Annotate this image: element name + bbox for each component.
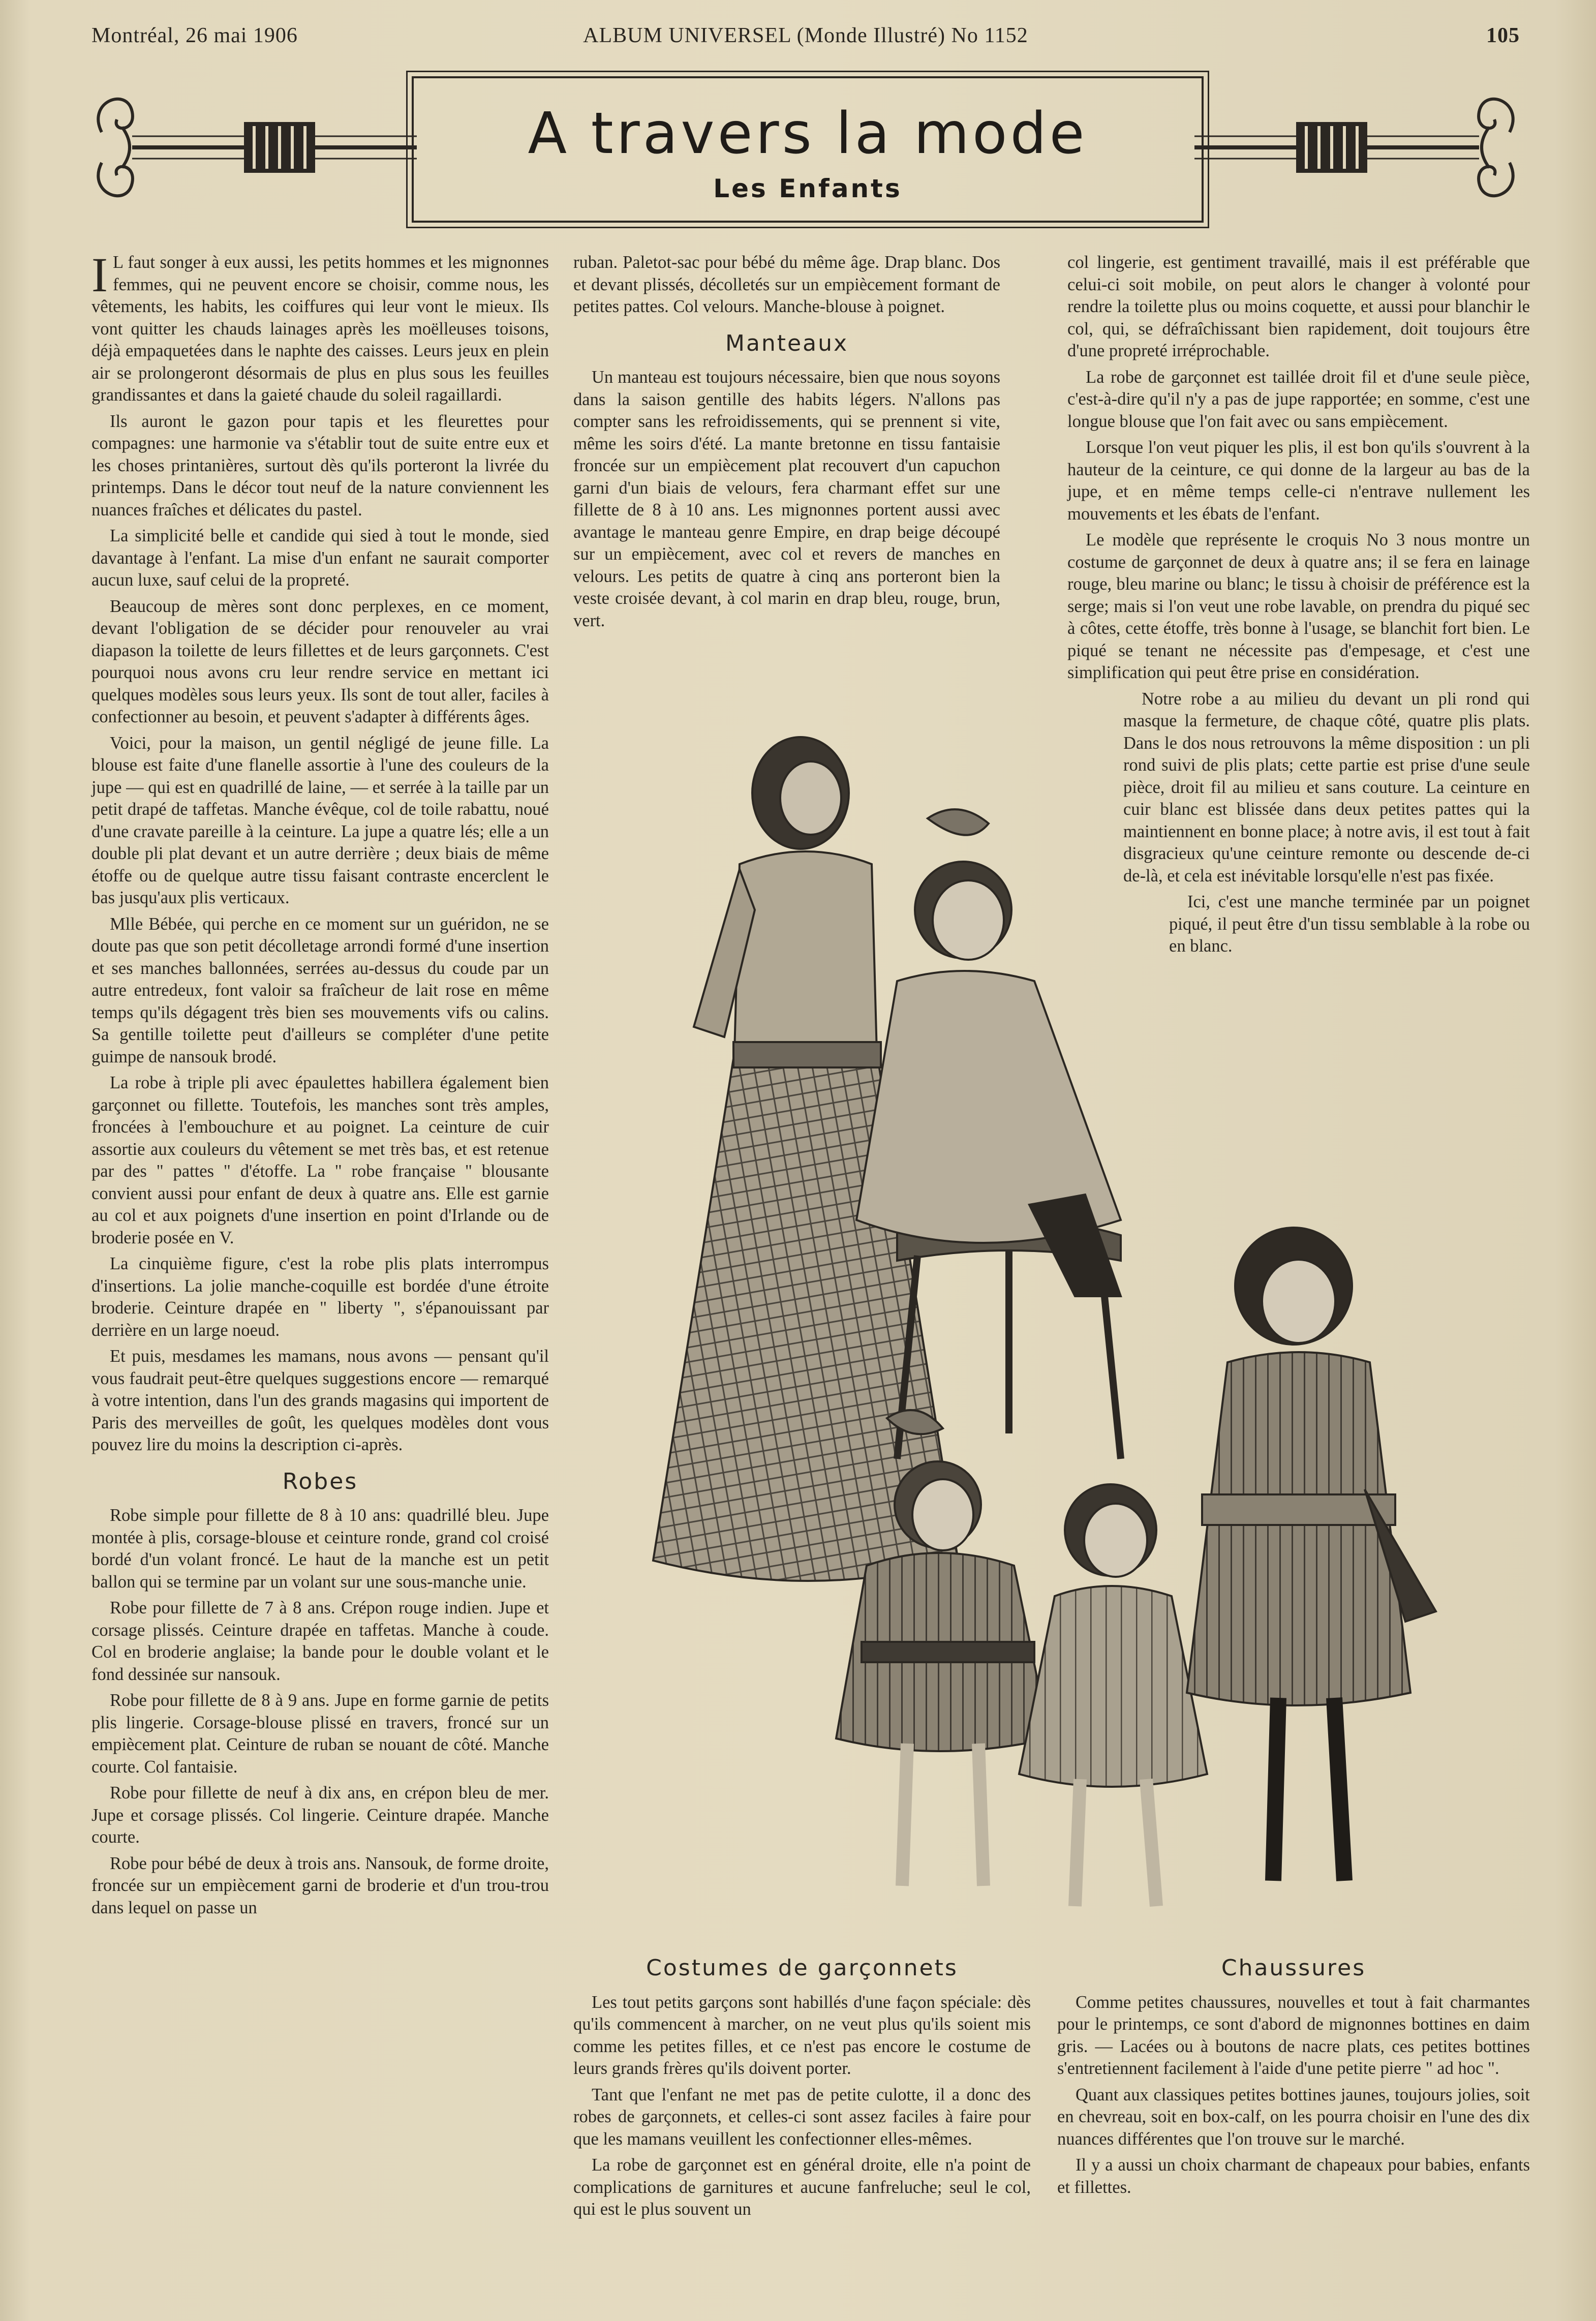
paragraph: Et puis, mesdames les mamans, nous avons — pensant qu'il vous faudrait peut-être quelques suggestions encore — remarqué à votre intention, dans l'un des grands magasins qui importent de Paris des merveilles de goût, les quelques modèles dont vous pouvez lire du moins la description ci-après. — [91, 1347, 549, 1454]
paragraph: Les tout petits garçons sont habillés d'une façon spéciale: dès qu'ils commencent à marcher, on ne veut plus qu'ils soient mis comme les petites filles, et ce n'est pas encore le costume de leurs grands frères qu'ils doivent porter. — [573, 1992, 1031, 2078]
paragraph: La simplicité belle et candide qui sied à tout le monde, sied davantage à l'enfant. La mise d'un enfant ne saurait comporter aucun luxe, sauf celui de la propreté. — [91, 526, 549, 590]
paragraph: Il y a aussi un choix charmant de chapeaux pour babies, enfants et fillettes. — [1057, 2155, 1530, 2197]
paragraph: Robe pour fillette de 7 à 8 ans. Crépon rouge indien. Jupe et corsage plissés. Ceinture drapée en taffetas. Manche à coude. Col en broderie anglaise; la bande pour le double volant et le fond dessinée sur nansouk. — [91, 1598, 549, 1684]
page-title: A travers la mode — [528, 101, 1088, 167]
paragraph: Quant aux classiques petites bottines jaunes, toujours jolies, soit en chevreau, soit en box-calf, on les pourra choisir en l'une des dix nuances différentes que l'on trouve sur le marché. — [1057, 2085, 1530, 2149]
paragraph: Un manteau est toujours nécessaire, bien que nous soyons dans la saison gentille des habits légers. N'allons pas compter sans les refroidissements, qui se prennent si vite, même les soirs d'été. La mante bretonne en tissu fantaisie froncée sur un empiècement plat recouvert d'un capuchon garni d'un biais de velours, fera charmant effet sur une fillette de 8 à 10 ans. Les mignonnes portent aussi avec avantage le manteau genre Empire, en drap beige découpé sur un empiècement, avec col et revers de manches en velours. Les petits de quatre à cinq ans porteront bien la veste croisée devant, à col marin en drap bleu, rouge, brun, vert. — [573, 368, 1000, 630]
article-column-right-bottom — [1057, 1957, 1530, 2203]
section-heading-costumes: Costumes de garçonnets — [646, 1955, 958, 1981]
running-header — [91, 23, 1520, 54]
paragraph: La robe de garçonnet est taillée droit fil et d'une seule pièce, c'est-à-dire qu'il n'y a pas de jupe rapportée; en somme, c'est une longue blouse que l'on fait avec ou sans empiècement. — [1067, 367, 1530, 431]
paragraph: Le modèle que représente le croquis No 3 nous montre un costume de garçonnet de deux à quatre ans; il se fera en lainage rouge, bleu marine ou blanc; le tissu à choisir de préférence est la serge; mais si l'on veut une robe lavable, on prendra du piqué sec à côtes, cette étoffe, très bonne à l'usage, se blanchit fort bien. Le piqué se tenant ne nécessite pas d'empesage, et c'est une simplification qui peut être prise en considération. — [1067, 530, 1530, 682]
paragraph: ruban. Paletot-sac pour bébé du même âge. Drap blanc. Dos et devant plissés, décolletés sur un empiècement formant de petites pattes. Col velours. Manche-blouse à poignet. — [573, 253, 1000, 316]
paragraph: Robe pour fillette de 8 à 9 ans. Jupe en forme garnie de petits plis lingerie. Corsage-blouse plissé en travers, froncé sur un empiècement plat. Ceinture de ruban se nouant de côté. Manche courte. Col fantaisie. — [91, 1691, 549, 1777]
paragraph: Voici, pour la maison, un gentil négligé de jeune fille. La blouse est faite d'une flanelle assortie à l'une des couleurs de la jupe — qui est en quadrillé de laine, — et serrée à la taille par un petit drapé de taffetas. Manche évêque, col de toile rabattu, noué d'une cravate pareille à la ceinture. La jupe a quatre lés; elle a un double pli plat devant et un autre derrière ; deux biais de même étoffe ou de quelque autre tissu faisant contraste encerclent le bas jusqu'aux plis verticaux. — [91, 733, 549, 907]
section-heading-chaussures: Chaussures — [1221, 1955, 1366, 1981]
paragraph: Beaucoup de mères sont donc perplexes, en ce moment, devant l'obligation de se décider pour renouveler au vrai diapason la toilette de leurs fillettes et de leurs garçonnets. C'est pourquoi nous avons cru leur rendre service en mettant ici quelques modèles sous leurs yeux. Ils sont de tout aller, faciles à confectionner au besoin, et peuvent s'adapter à différents âges. — [91, 596, 549, 726]
paragraph: Robe simple pour fillette de 8 à 10 ans: quadrillé bleu. Jupe montée à plis, corsage-blouse et ceinture ronde, grand col croisé bordé d'un volant froncé. Le haut de la manche est un petit ballon qui se termine par un volant sur une sous-manche unie. — [91, 1506, 549, 1592]
title-frame — [412, 76, 1204, 223]
paragraph: Robe pour fillette de neuf à dix ans, en crépon bleu de mer. Jupe et corsage plissés. Col lingerie. Ceinture drapée. Manche courte. — [91, 1783, 549, 1847]
fashion-illustration — [572, 696, 1538, 1937]
paragraph: Lorsque l'on veut piquer les plis, il est bon qu'ils s'ouvrent à la hauteur de la ceinture, ce qui donne de la largeur au bas de la jupe, et en même temps celle-ci n'entrave nullement les mouvements et les ébats de l'enfant. — [1067, 438, 1530, 524]
header-date: Montréal, 26 mai 1906 — [91, 24, 298, 47]
paragraph: Notre robe a au milieu du devant un pli rond qui masque la fermeture, de chaque côté, quatre plis plats. Dans le dos nous retrouvons la même disposition : un pli rond suivi de plis plats; cette partie est prise d'une seule pièce, droit fil au milieu et sans couture. La ceinture en cuir blanc est blissée dans deux petites pattes qui la maintiennent en bonne place; à notre avis, il est tout à fait disgracieux qu'une ceinture remonte ou descende de-ci de-là, et cela est inévitable lorsqu'elle n'est pas fixée. — [1123, 689, 1530, 885]
page-number: 105 — [1486, 24, 1520, 47]
article-column-left — [91, 248, 549, 1923]
article-column-middle-top — [573, 252, 1000, 636]
drop-cap: I — [91, 248, 108, 302]
paragraph: Mlle Bébée, qui perche en ce moment sur un guéridon, ne se doute pas que son petit décolletage arrondi formé d'une insertion et ses manches ballonnées, serrées au-dessus du coude par un autre entredeux, font valoir sa fraîcheur de lait rose en même temps qu'ils dégagent très bien ses mouvements vifs ou calins. Sa gentille toilette peut d'ailleurs se compléter d'une petite guimpe de nansouk brodé. — [91, 914, 549, 1066]
paragraph: Ici, c'est une manche terminée par un poignet piqué, il peut être d'un tissu semblable à la robe ou en blanc. — [1169, 892, 1530, 956]
paragraph: Robe pour bébé de deux à trois ans. Nansouk, de forme droite, froncée sur un empiècement garni de broderie et d'un trou-trou dans lequel on passe un — [91, 1853, 549, 1917]
header-publication: ALBUM UNIVERSEL (Monde Illustré) No 1152 — [583, 24, 1028, 47]
fashion-engraving-icon — [572, 696, 1538, 1937]
page-subtitle: Les Enfants — [713, 174, 902, 203]
paragraph: col lingerie, est gentiment travaillé, mais il est préférable que celui-ci soit mobile, on peut alors le changer à volonté pour rendre la toilette plus ou moins coquette, et aussi pour blanchir le col, qui, se défraîchissant bien rapidement, doit toujours être d'une propreté irréprochable. — [1067, 253, 1530, 360]
paragraph: La robe à triple pli avec épaulettes habillera également bien garçonnet ou fillette. Toutefois, les manches sont très amples, froncées à l'embouchure et au poignet. La ceinture de cuir assortie aux couleurs du vêtement se met très bas, et est retenue par des " pattes " d'étoffe. La " robe française " blousante convient aussi pour enfant de deux à quatre ans. Elle est garnie au col et aux poignets d'une insertion en point d'Irlande ou de broderie posée en V. — [91, 1073, 549, 1247]
paragraph: Comme petites chaussures, nouvelles et tout à fait charmantes pour le printemps, ce sont d'abord de mignonnes bottines en daim gris. — Lacées ou à boutons de nacre plats, ces petites bottines s'entretiennent facilement à l'aide d'une petite pierre " ad hoc ". — [1057, 1992, 1530, 2078]
title-banner — [91, 71, 1520, 224]
section-heading-robes: Robes — [282, 1468, 358, 1494]
section-heading-manteaux: Manteaux — [725, 330, 849, 356]
paragraph: La robe de garçonnet est en général droite, elle n'a point de complications de garnitures et aucune fanfreluche; seul le col, qui est le plus souvent un — [573, 2155, 1031, 2219]
article-column-middle-bottom — [573, 1957, 1031, 2225]
paragraph: Tant que l'enfant ne met pas de petite culotte, il a donc des robes de garçonnets, et celles-ci sont assez faciles à faire pour que les mamans veuillent les confectionner elles-mêmes. — [573, 2085, 1031, 2149]
paragraph: La cinquième figure, c'est la robe plis plats interrompus d'insertions. La jolie manche-coquille est bordée d'une étroite broderie. Ceinture drapée en " liberty ", s'épanouissant par derrière en un large noeud. — [91, 1254, 549, 1340]
paragraph — [91, 248, 549, 407]
paragraph: Ils auront le gazon pour tapis et les fleurettes pour compagnes: une harmonie va s'établir tout de suite entre eux et les choses printanières, surtout dès qu'ils porteront la livrée du printemps. Dans le décor tout neuf de la nature conviennent les nuances fraîches et délicates du pastel. — [91, 411, 549, 520]
paragraph-text: L faut songer à eux aussi, les petits hommes et les mignonnes femmes, qui ne peuvent encore se choisir, comme nous, les vêtements, les habits, les coiffures qui leur vont le mieux. Ils vont quitter les chauds lainages après les moëlleuses toisons, déjà empaquetées dans le naphte des caisses. Leurs jeux en plein air se prolongeront désormais de plus en plus sous les feuilles grandissantes et dans la gaieté chaude du soleil ragaillardi. — [91, 253, 549, 405]
